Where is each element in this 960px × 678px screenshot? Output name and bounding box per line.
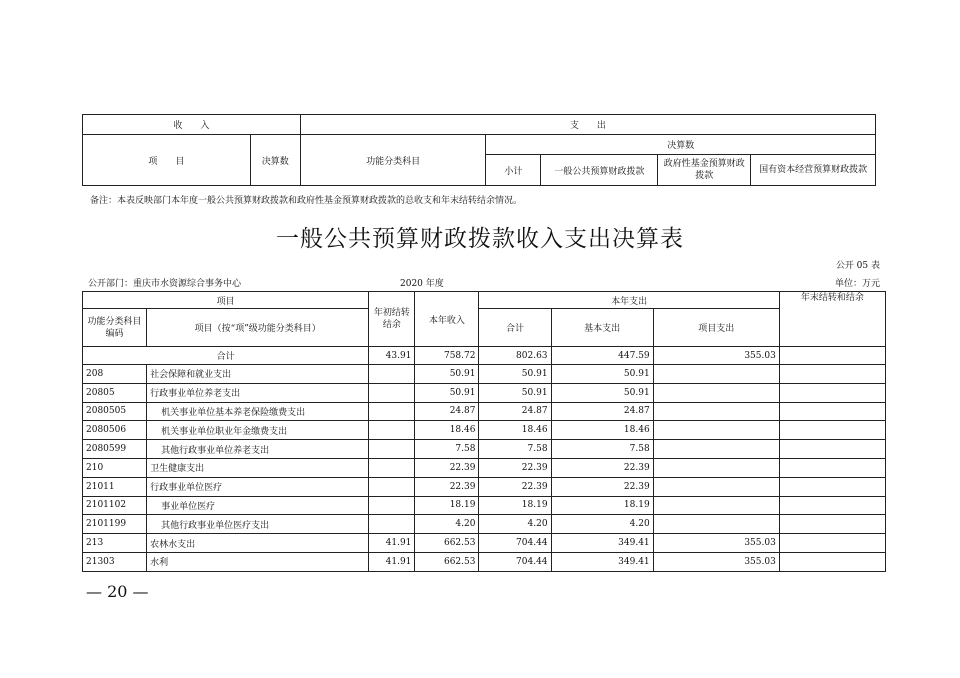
header-ending: 年末结转和结余	[779, 292, 885, 347]
row-code: 21011	[83, 477, 147, 496]
row-name: 农林水支出	[147, 534, 369, 553]
row-ending	[779, 496, 885, 515]
row-beginning	[369, 440, 415, 459]
row-expense: 7.58	[479, 440, 551, 459]
header-subtotal: 合计	[479, 309, 551, 347]
header-basic: 基本支出	[551, 309, 653, 347]
table-row	[83, 552, 886, 571]
row-code: 210	[83, 458, 147, 477]
page-title: 一般公共预算财政拨款收入支出决算表	[276, 226, 684, 252]
header-beginning: 年初结转结余	[369, 292, 415, 347]
row-expense: 50.91	[479, 383, 551, 402]
row-project: 355.03	[653, 552, 779, 571]
row-income: 662.53	[415, 552, 479, 571]
row-project	[653, 515, 779, 534]
row-ending	[779, 552, 885, 571]
table-row	[83, 383, 886, 402]
row-project	[653, 477, 779, 496]
row-expense: 50.91	[479, 365, 551, 384]
row-beginning	[369, 402, 415, 421]
row-code: 20805	[83, 383, 147, 402]
row-code: 2101102	[83, 496, 147, 515]
row-ending	[779, 383, 885, 402]
row-project	[653, 421, 779, 440]
row-basic: 4.20	[551, 515, 653, 534]
row-ending	[779, 458, 885, 477]
row-project	[653, 458, 779, 477]
row-beginning	[369, 383, 415, 402]
row-beginning: 41.91	[369, 534, 415, 553]
row-expense: 18.46	[479, 421, 551, 440]
row-name: 事业单位医疗	[147, 496, 369, 515]
row-income: 22.39	[415, 458, 479, 477]
row-basic: 22.39	[551, 458, 653, 477]
row-basic: 50.91	[551, 383, 653, 402]
main-table	[82, 291, 886, 572]
note: 备注：本表反映部门本年度一般公共预算财政拨款和政府性基金预算财政拨款的总收支和年末结转结余情况。	[90, 196, 523, 206]
department: 公开部门：重庆市水资源综合事务中心	[88, 279, 242, 289]
row-name: 卫生健康支出	[147, 458, 369, 477]
row-ending	[779, 402, 885, 421]
row-name: 水利	[147, 552, 369, 571]
row-expense: 4.20	[479, 515, 551, 534]
row-name: 机关事业单位基本养老保险缴费支出	[147, 402, 369, 421]
table-row	[83, 440, 886, 459]
row-beginning	[369, 477, 415, 496]
table-row	[83, 421, 886, 440]
row-ending	[779, 477, 885, 496]
row-code: 2101199	[83, 515, 147, 534]
fiscal-year: 2020 年度	[400, 279, 444, 289]
row-project: 355.03	[653, 534, 779, 553]
row-project	[653, 440, 779, 459]
row-income: 18.19	[415, 496, 479, 515]
total-ending	[779, 347, 885, 365]
header-item: 项目	[83, 292, 369, 309]
table-row	[83, 365, 886, 384]
top-amount-header: 决算数	[250, 135, 300, 186]
total-expense: 802.63	[479, 347, 551, 365]
row-income: 4.20	[415, 515, 479, 534]
row-income: 24.87	[415, 402, 479, 421]
row-name: 社会保障和就业支出	[147, 365, 369, 384]
row-project	[653, 496, 779, 515]
unit: 单位：万元	[834, 279, 880, 289]
header-code: 功能分类科目编码	[83, 309, 147, 347]
table-row	[83, 402, 886, 421]
row-expense: 24.87	[479, 402, 551, 421]
table-row	[83, 534, 886, 553]
total-basic: 447.59	[551, 347, 653, 365]
row-ending	[779, 440, 885, 459]
row-income: 18.46	[415, 421, 479, 440]
row-income: 50.91	[415, 365, 479, 384]
header-name: 项目（按“项”级功能分类科目）	[147, 309, 369, 347]
top-state-capital-header: 国有资本经营预算财政拨款	[751, 155, 876, 186]
row-name: 机关事业单位职业年金缴费支出	[147, 421, 369, 440]
row-basic: 50.91	[551, 365, 653, 384]
top-gov-fund-header: 政府性基金预算财政拨款	[658, 155, 751, 186]
total-row	[83, 347, 886, 365]
row-beginning	[369, 515, 415, 534]
header-income: 本年收入	[415, 292, 479, 347]
row-expense: 704.44	[479, 534, 551, 553]
table-row	[83, 496, 886, 515]
row-basic: 349.41	[551, 552, 653, 571]
row-basic: 7.58	[551, 440, 653, 459]
row-code: 2080505	[83, 402, 147, 421]
row-expense: 22.39	[479, 458, 551, 477]
row-ending	[779, 421, 885, 440]
row-beginning	[369, 365, 415, 384]
row-income: 662.53	[415, 534, 479, 553]
row-basic: 22.39	[551, 477, 653, 496]
row-expense: 22.39	[479, 477, 551, 496]
row-code: 21303	[83, 552, 147, 571]
row-project	[653, 383, 779, 402]
row-income: 22.39	[415, 477, 479, 496]
total-income: 758.72	[415, 347, 479, 365]
total-beginning: 43.91	[369, 347, 415, 365]
row-code: 213	[83, 534, 147, 553]
table-row	[83, 515, 886, 534]
page-number: — 20 —	[86, 582, 149, 601]
top-subtotal-header: 小计	[486, 155, 541, 186]
row-name: 行政事业单位养老支出	[147, 383, 369, 402]
row-ending	[779, 365, 885, 384]
table-row	[83, 458, 886, 477]
header-expense: 本年支出	[479, 292, 779, 309]
row-income: 7.58	[415, 440, 479, 459]
row-code: 208	[83, 365, 147, 384]
row-beginning: 41.91	[369, 552, 415, 571]
total-project: 355.03	[653, 347, 779, 365]
row-beginning	[369, 458, 415, 477]
row-code: 2080599	[83, 440, 147, 459]
row-income: 50.91	[415, 383, 479, 402]
header-project: 项目支出	[653, 309, 779, 347]
row-name: 其他行政事业单位医疗支出	[147, 515, 369, 534]
row-basic: 18.46	[551, 421, 653, 440]
row-basic: 24.87	[551, 402, 653, 421]
row-name: 行政事业单位医疗	[147, 477, 369, 496]
top-general-budget-header: 一般公共预算财政拨款	[541, 155, 658, 186]
table-row	[83, 477, 886, 496]
row-beginning	[369, 496, 415, 515]
total-label: 合计	[83, 347, 369, 365]
row-expense: 704.44	[479, 552, 551, 571]
top-expense-header: 支 出	[300, 115, 875, 135]
row-name: 其他行政事业单位养老支出	[147, 440, 369, 459]
row-ending	[779, 515, 885, 534]
top-income-header: 收 入	[83, 115, 301, 135]
row-project	[653, 402, 779, 421]
row-beginning	[369, 421, 415, 440]
row-code: 2080506	[83, 421, 147, 440]
top-item-header: 项 目	[83, 135, 251, 186]
row-basic: 349.41	[551, 534, 653, 553]
top-func-subject-header: 功能分类科目	[300, 135, 486, 186]
top-amount2-header: 决算数	[486, 135, 876, 155]
row-ending	[779, 534, 885, 553]
form-code: 公开 05 表	[835, 261, 880, 271]
row-basic: 18.19	[551, 496, 653, 515]
row-project	[653, 365, 779, 384]
row-expense: 18.19	[479, 496, 551, 515]
top-table	[82, 114, 876, 186]
